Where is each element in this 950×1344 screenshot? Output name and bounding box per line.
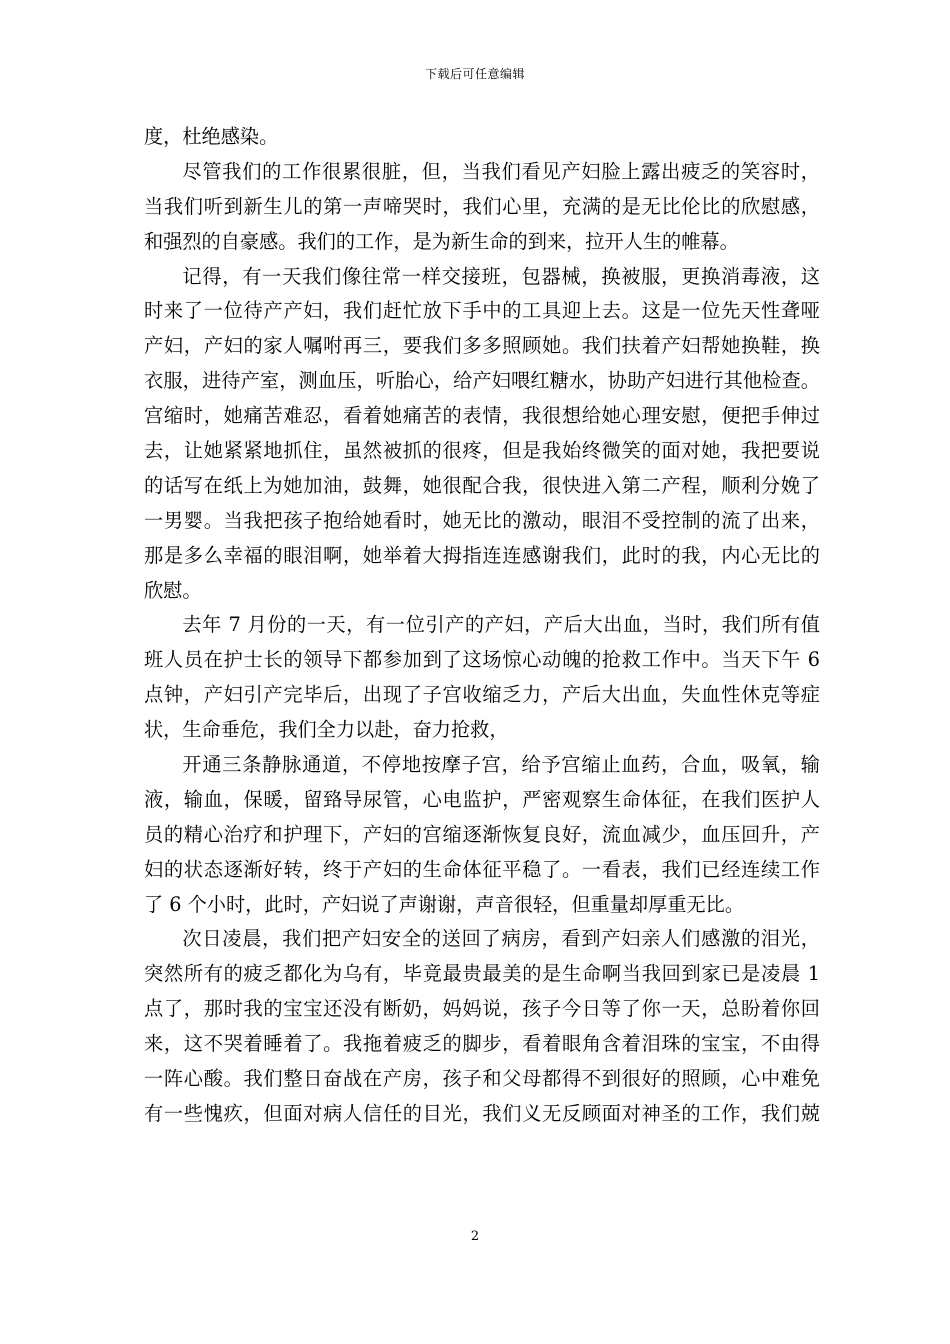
text-line: 妇的状态逐渐好转，终于产妇的生命体征平稳了。一看表，我们已经连续工作 xyxy=(144,857,820,881)
text-line: 宫缩时，她痛苦难忍，看着她痛苦的表情，我很想给她心理安慰，便把手伸过 xyxy=(144,404,820,428)
text-line: 一男婴。当我把孩子抱给她看时，她无比的激动，眼泪不受控制的流了出来， xyxy=(144,508,820,532)
text-line: 了 6 个小时，此时，产妇说了声谢谢，声音很轻，但重量却厚重无比。 xyxy=(144,892,745,916)
text-line: 衣服，进待产室，测血压，听胎心，给产妇喂红糖水，协助产妇进行其他检查。 xyxy=(144,369,820,393)
text-line: 尽管我们的工作很累很脏，但，当我们看见产妇脸上露出疲乏的笑容时， xyxy=(182,159,820,183)
text-line: 次日凌晨，我们把产妇安全的送回了病房，看到产妇亲人们感激的泪光， xyxy=(182,927,820,951)
text-line: 一阵心酸。我们整日奋战在产房，孩子和父母都得不到很好的照顾，心中难免 xyxy=(144,1067,820,1091)
text-line: 来，这不哭着睡着了。我拖着疲乏的脚步，看着眼角含着泪珠的宝宝，不由得 xyxy=(144,1032,820,1056)
text-line: 当我们听到新生儿的第一声啼哭时，我们心里，充满的是无比伦比的欣慰感， xyxy=(144,194,820,218)
document-body xyxy=(144,120,820,1132)
text-line: 有一些愧疚，但面对病人信任的目光，我们义无反顾面对神圣的工作，我们兢 xyxy=(144,1101,820,1125)
text-line: 突然所有的疲乏都化为乌有，毕竟最贵最美的是生命啊当我回到家已是凌晨 1 xyxy=(144,962,820,986)
text-line: 点钟，产妇引产完毕后，出现了子宫收缩乏力，产后大出血，失血性休克等症 xyxy=(144,683,820,707)
text-line: 去，让她紧紧地抓住，虽然被抓的很疼，但是我始终微笑的面对她，我把要说 xyxy=(144,439,820,463)
text-line: 产妇，产妇的家人嘱咐再三，要我们多多照顾她。我们扶着产妇帮她换鞋，换 xyxy=(144,334,820,358)
text-line: 的话写在纸上为她加油，鼓舞，她很配合我，很快进入第二产程，顺利分娩了 xyxy=(144,473,820,497)
page-header: 下载后可任意编辑 xyxy=(424,67,525,81)
text-line: 去年 7 月份的一天，有一位引产的产妇，产后大出血，当时，我们所有值 xyxy=(182,613,820,637)
text-line: 班人员在护士长的领导下都参加到了这场惊心动魄的抢救工作中。当天下午 6 xyxy=(144,648,820,672)
text-line: 员的精心治疗和护理下，产妇的宫缩逐渐恢复良好，流血减少，血压回升，产 xyxy=(144,822,820,846)
page-number: 2 xyxy=(470,1229,480,1244)
text-line: 时来了一位待产产妇，我们赶忙放下手中的工具迎上去。这是一位先天性聋哑 xyxy=(144,299,820,323)
text-line: 欣慰。 xyxy=(144,578,202,602)
text-line: 点了，那时我的宝宝还没有断奶，妈妈说，孩子今日等了你一天，总盼着你回 xyxy=(144,997,820,1021)
text-line: 开通三条静脉通道，不停地按摩子宫，给予宫缩止血药，合血，吸氧，输 xyxy=(182,753,820,777)
text-line: 度，杜绝感染。 xyxy=(144,125,279,148)
text-line: 状，生命垂危，我们全力以赴，奋力抢救， xyxy=(144,718,509,742)
text-line: 记得，有一天我们像往常一样交接班，包器械，换被服，更换消毒液，这 xyxy=(182,264,820,288)
text-line: 和强烈的自豪感。我们的工作，是为新生命的到来，拉开人生的帷幕。 xyxy=(144,229,739,253)
text-line: 液，输血，保暖，留臵导尿管，心电监护，严密观察生命体征，在我们医护人 xyxy=(144,787,820,811)
text-line: 那是多么幸福的眼泪啊，她举着大拇指连连感谢我们，此时的我，内心无比的 xyxy=(144,543,820,567)
